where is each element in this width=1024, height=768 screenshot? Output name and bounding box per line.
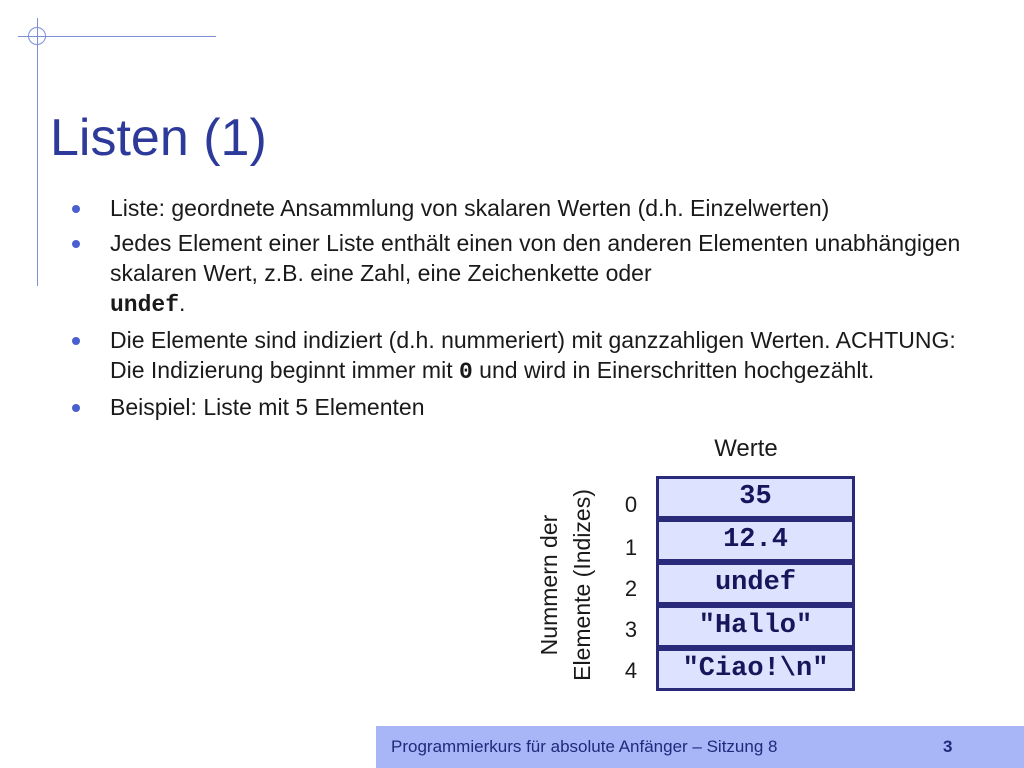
index-axis-label-line1: Nummern der	[536, 514, 562, 656]
list-cell-4: "Ciao!\n"	[656, 648, 855, 691]
decorative-circle-icon	[28, 27, 46, 45]
bullet-text-end: .	[179, 290, 186, 316]
list-cell-0: 35	[656, 476, 855, 519]
code-zero: 0	[458, 359, 473, 385]
bullet-item-example	[70, 392, 990, 422]
bullet-text: Die Elemente sind indiziert (d.h. nummeriert) mit ganzzahligen Werten. ACHTUNG: Die Indizierung beginnt immer mit	[110, 327, 956, 383]
bullet-text: Jedes Element einer Liste enthält einen von den anderen Elementen unabhängigen skalaren Wert, z.B. eine Zahl, eine Zeichenkette oder	[110, 230, 961, 286]
code-undef: undef	[110, 292, 180, 318]
bullet-text-end: und wird in Einerschritten hochgezählt.	[472, 357, 875, 383]
footer-course-title: Programmierkurs für absolute Anfänger – Sitzung 8	[391, 737, 778, 756]
page-number: 3	[943, 737, 953, 756]
bullet-list	[70, 193, 990, 427]
bullet-dot-icon	[72, 205, 80, 213]
index-3: 3	[624, 617, 638, 642]
bullet-item-element	[70, 228, 990, 320]
bullet-dot-icon	[72, 240, 80, 248]
index-axis-label-line2: Elemente (Indizes)	[569, 489, 595, 681]
bullet-dot-icon	[72, 337, 80, 345]
values-header: Werte	[714, 435, 778, 462]
decorative-vertical-line	[37, 18, 38, 286]
list-cell-2: undef	[656, 562, 855, 605]
index-1: 1	[624, 535, 638, 560]
slide-title: Listen (1)	[50, 109, 267, 167]
decorative-horizontal-line	[18, 36, 216, 37]
footer-bar	[376, 726, 1024, 768]
bullet-item-definition	[70, 193, 990, 223]
index-2: 2	[624, 576, 638, 601]
index-axis-label	[533, 465, 613, 705]
bullet-dot-icon	[72, 404, 80, 412]
index-0: 0	[624, 492, 638, 517]
bullet-text: Liste: geordnete Ansammlung von skalaren Werten (d.h. Einzelwerten)	[110, 195, 830, 221]
bullet-item-indexing	[70, 325, 990, 387]
bullet-text: Beispiel: Liste mit 5 Elementen	[110, 394, 425, 420]
list-cell-1: 12.4	[656, 519, 855, 562]
index-4: 4	[624, 658, 638, 683]
list-cell-3: "Hallo"	[656, 605, 855, 648]
